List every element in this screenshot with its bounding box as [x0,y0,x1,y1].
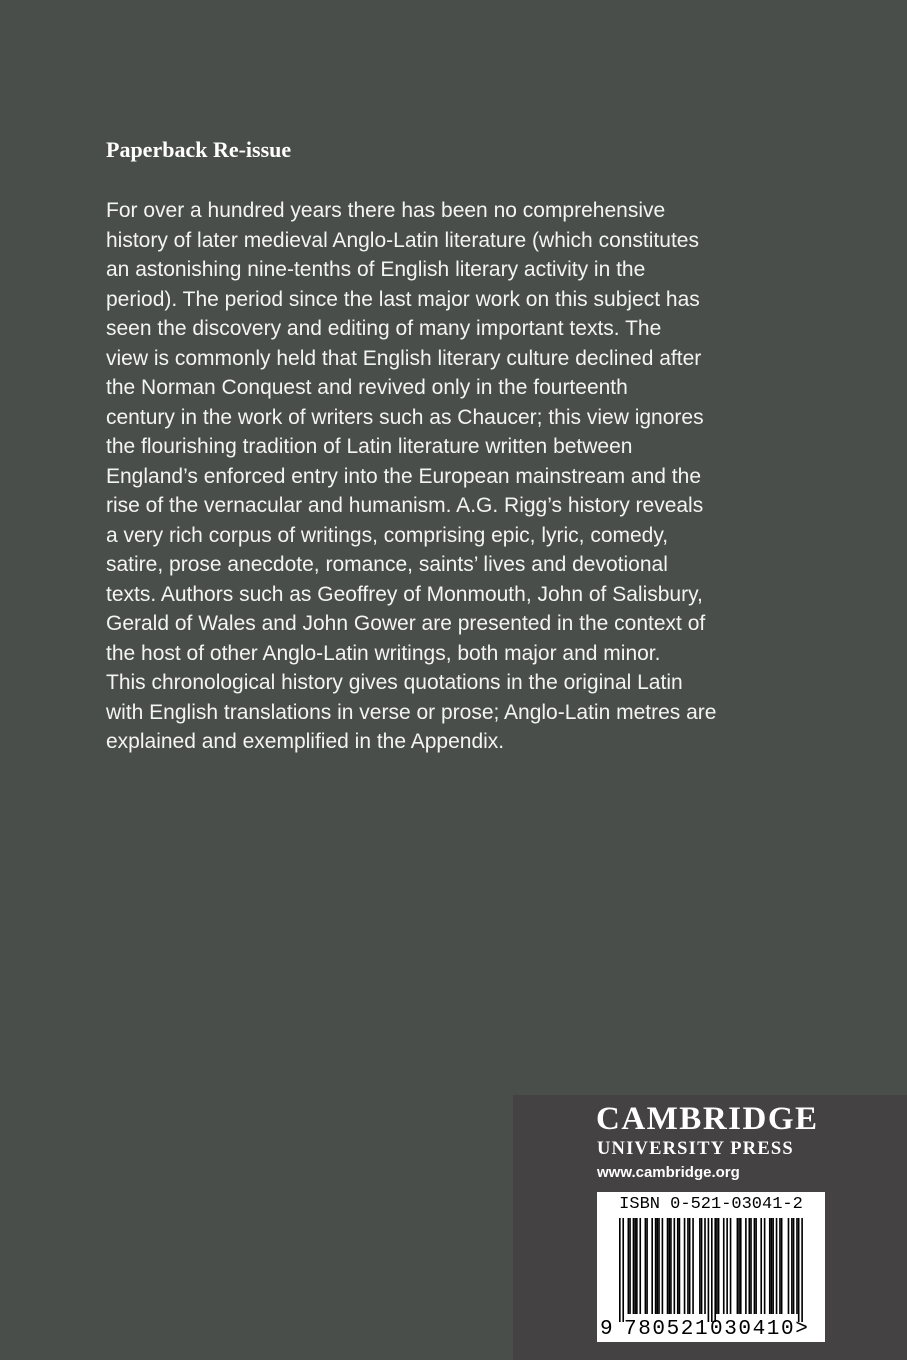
barcode-bar [750,1218,752,1314]
barcode-bar [723,1218,725,1314]
barcode-bar [674,1218,676,1314]
barcode-bar [692,1218,694,1314]
barcode-bar [704,1218,706,1314]
barcode-bar [716,1218,718,1314]
description-line: an astonishing nine-tenths of English literary activity in the [106,258,646,281]
barcode-bar [670,1218,672,1314]
barcode-lead-digit: 9 [600,1318,613,1341]
reissue-heading: Paperback Re-issue [106,137,292,162]
description-line: rise of the vernacular and humanism. A.G. Rigg’s history reveals [106,494,704,517]
barcode-bar [748,1218,750,1314]
barcode-bar [687,1218,689,1314]
description-line: explained and exemplified in the Appendix. [106,730,505,753]
description-line: England’s enforced entry into the European mainstream and the [106,464,701,488]
barcode-bar [662,1218,664,1314]
barcode-bar [754,1218,756,1314]
description-line: history of later medieval Anglo-Latin literature (which constitutes [106,228,699,252]
description-line: view is commonly held that English literary culture declined after [106,346,702,370]
barcode-bar [745,1218,747,1314]
publisher-url: www.cambridge.org [597,1164,740,1181]
barcode-bar [781,1218,783,1314]
description-line: a very rich corpus of writings, comprising epic, lyric, comedy, [106,523,669,547]
barcode-bar [708,1218,710,1322]
barcode-bar [645,1218,647,1314]
barcode-bar [791,1218,793,1314]
barcode-bar [677,1218,679,1314]
barcode-bar [764,1218,766,1314]
barcode-bar [667,1218,669,1314]
barcode-bar [726,1218,728,1314]
description-line: the flourishing tradition of Latin literature written between [106,435,633,458]
publisher-subtitle: UNIVERSITY PRESS [597,1139,794,1159]
barcode-bar [760,1218,762,1314]
description-line: seen the discovery and editing of many important texts. The [106,317,662,340]
barcode-bar [730,1218,732,1314]
description-line: satire, prose anecdote, romance, saints’ lives and devotional [106,553,668,576]
description-line: with English translations in verse or prose; Anglo-Latin metres are [106,700,717,724]
barcode-bar [622,1218,624,1322]
description-line: For over a hundred years there has been no comprehensive [106,199,666,222]
barcode-bar [755,1218,757,1314]
publisher-name: CAMBRIDGE [596,1101,819,1137]
description-line: This chronological history gives quotations in the original Latin [106,671,683,694]
barcode-bar [771,1218,773,1314]
barcode-bar [769,1218,771,1314]
barcode-bar [779,1218,781,1314]
description-line: the Norman Conquest and revived only in the fourteenth [106,376,628,399]
barcode-bar [628,1218,630,1314]
barcode-left-digits: 780521 [624,1318,710,1341]
isbn-barcode [597,1192,825,1342]
barcode-bar [668,1218,670,1314]
description-line: period). The period since the last major work on this subject has [106,287,700,311]
barcode-bar [798,1218,800,1322]
publisher-panel [513,1095,907,1360]
barcode-bar [658,1218,660,1314]
description-line: texts. Authors such as Geoffrey of Monmouth, John of Salisbury, [106,582,703,606]
barcode-bar [684,1218,686,1314]
barcode-bar [737,1218,739,1314]
barcode-bar [636,1218,638,1314]
description-line: the host of other Anglo-Latin writings, both major and minor. [106,641,661,665]
barcode-bar [776,1218,778,1314]
barcode-bar [634,1218,636,1314]
barcode-bar [801,1218,803,1322]
barcode-bar [679,1218,681,1314]
book-description [106,196,826,757]
barcode-bar [718,1218,720,1314]
barcode-bar [711,1218,713,1322]
description-line: Gerald of Wales and John Gower are presented in the context of [106,612,706,635]
barcode-bar [772,1218,774,1314]
barcode-bar [796,1218,798,1314]
barcode-bar [793,1218,795,1314]
barcode-right-digits: 030410> [710,1318,810,1341]
barcode-bar [689,1218,691,1314]
barcode-bar [656,1218,658,1314]
barcode-bar [619,1218,621,1322]
barcode-bar [639,1218,641,1314]
barcode-bar [788,1218,790,1314]
barcode-bar [714,1218,716,1322]
isbn-label: ISBN 0-521-03041-2 [619,1195,803,1214]
barcode-bar [738,1218,740,1314]
barcode-bar [633,1218,635,1314]
barcode-bar [651,1218,653,1314]
barcode-bar [701,1218,703,1314]
barcode-bar [629,1218,631,1314]
barcode-bar [699,1218,701,1314]
description-line: century in the work of writers such as Chaucer; this view ignores [106,405,704,429]
barcode-bar [740,1218,742,1314]
barcode-bar [646,1218,648,1314]
barcode-bar [655,1218,657,1314]
